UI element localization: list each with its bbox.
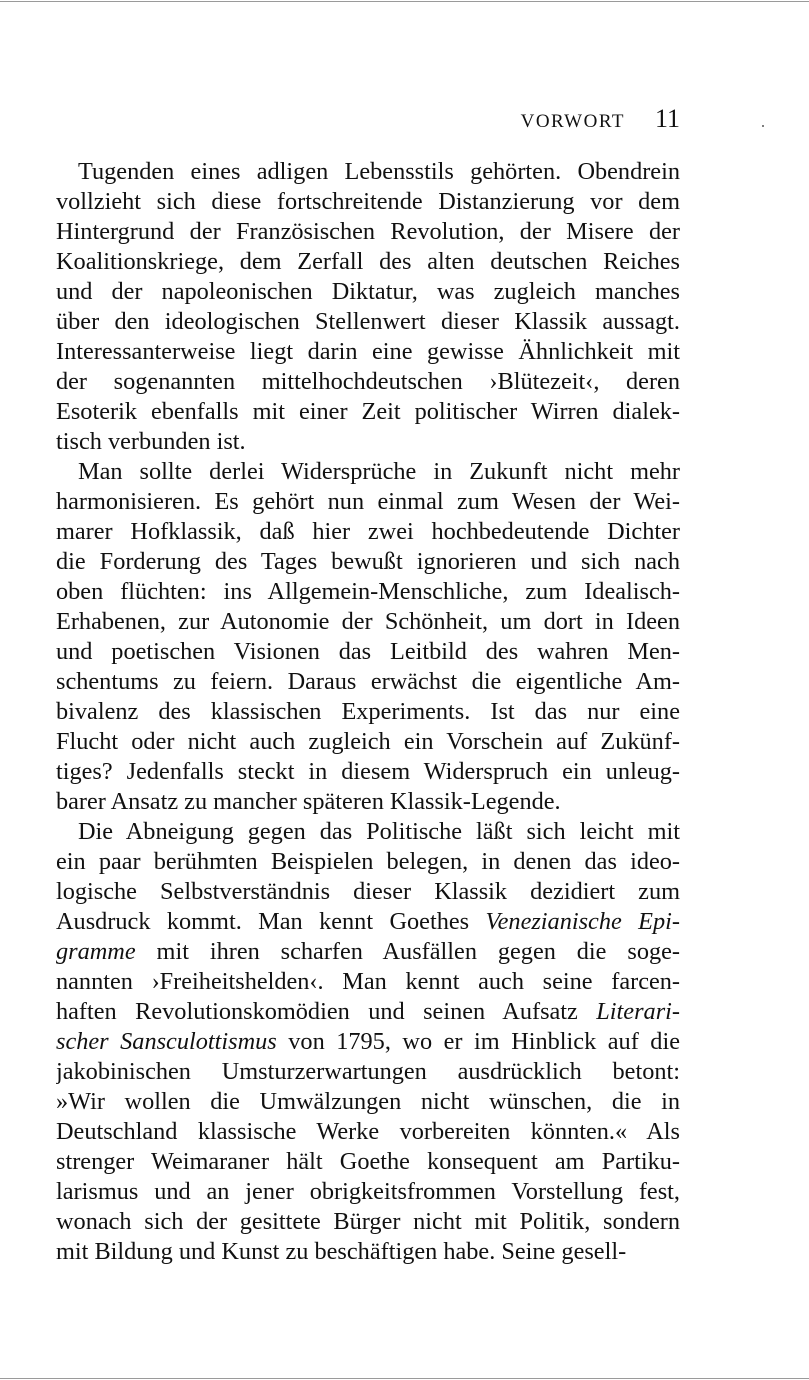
- text-line: Flucht oder nicht auch zugleich ein Vorschein auf Zukünf-: [56, 728, 680, 755]
- text-line: jakobinischen Umsturzerwartungen ausdrücklich betont:: [56, 1058, 680, 1085]
- text-line: marer Hofklassik, daß hier zwei hochbedeutende Dichter: [56, 518, 680, 545]
- text-line: Koalitionskriege, dem Zerfall des alten deutschen Reiches: [56, 248, 680, 275]
- text-line: Man sollte derlei Widersprüche in Zukunft nicht mehr: [78, 458, 680, 485]
- page-header: [56, 104, 680, 136]
- text-line: mit Bildung und Kunst zu beschäftigen habe. Seine gesell-: [56, 1238, 627, 1265]
- text-line: vollzieht sich diese fortschreitende Distanzierung vor dem: [56, 188, 680, 215]
- text-line: logische Selbstverständnis dieser Klassik dezidiert zum: [56, 878, 680, 905]
- text-line: gramme mit ihren scharfen Ausfällen gegen die soge-: [56, 938, 680, 965]
- italic-title: gramme: [56, 938, 136, 965]
- text-line: schentums zu feiern. Daraus erwächst die eigentliche Am-: [56, 668, 680, 695]
- text-line: Hintergrund der Französischen Revolution, der Misere der: [56, 218, 680, 245]
- text-line: und der napoleonischen Diktatur, was zugleich manches: [56, 278, 680, 305]
- text-line: larismus und an jener obrigkeitsfrommen Vorstellung fest,: [56, 1178, 680, 1205]
- text-line: tisch verbunden ist.: [56, 428, 246, 455]
- text-line: oben flüchten: ins Allgemein-Menschliche, zum Idealisch-: [56, 578, 680, 605]
- text-line: scher Sansculottismus von 1795, wo er im Hinblick auf die: [56, 1028, 680, 1055]
- text-line: und poetischen Visionen das Leitbild des wahren Men-: [56, 638, 680, 665]
- page-number: 11: [654, 104, 680, 133]
- scan-edge-top: [0, 1, 809, 2]
- body-text: [56, 157, 680, 1267]
- text-line: Deutschland klassische Werke vorbereiten könnten.« Als: [56, 1118, 680, 1145]
- text-line: Esoterik ebenfalls mit einer Zeit politischer Wirren dialek-: [56, 398, 680, 425]
- text-line: ein paar berühmten Beispielen belegen, in denen das ideo-: [56, 848, 680, 875]
- text-line: haften Revolutionskomödien und seinen Aufsatz Literari-: [56, 998, 680, 1025]
- text-line: die Forderung des Tages bewußt ignorieren und sich nach: [56, 548, 680, 575]
- scan-speck: [762, 125, 764, 127]
- text-line: harmonisieren. Es gehört nun einmal zum Wesen der Wei-: [56, 488, 680, 515]
- text-line: tiges? Jedenfalls steckt in diesem Widerspruch ein unleug-: [56, 758, 680, 785]
- text-line: Tugenden eines adligen Lebensstils gehörten. Obendrein: [78, 158, 680, 185]
- text-line: der sogenannten mittelhochdeutschen ›Blütezeit‹, deren: [56, 368, 680, 395]
- text-line: Interessanterweise liegt darin eine gewisse Ähnlichkeit mit: [56, 338, 680, 365]
- text-line: nannten ›Freiheitshelden‹. Man kennt auch seine farcen-: [56, 968, 680, 995]
- paragraph-2: [56, 457, 680, 817]
- text-line: wonach sich der gesittete Bürger nicht mit Politik, sondern: [56, 1208, 680, 1235]
- running-head: VORWORT: [520, 111, 625, 132]
- text-line: Ausdruck kommt. Man kennt Goethes Venezianische Epi-: [56, 908, 680, 935]
- paragraph-3: [56, 817, 680, 1267]
- scan-edge-bottom: [0, 1378, 809, 1379]
- text-line: Erhabenen, zur Autonomie der Schönheit, um dort in Ideen: [56, 608, 680, 635]
- text-line: Die Abneigung gegen das Politische läßt sich leicht mit: [78, 818, 680, 845]
- text-line: strenger Weimaraner hält Goethe konsequent am Partiku-: [56, 1148, 680, 1175]
- italic-title: Literari-: [596, 998, 680, 1025]
- paragraph-1: [56, 157, 680, 457]
- text-line: über den ideologischen Stellenwert dieser Klassik aussagt.: [56, 308, 680, 335]
- text-line: bivalenz des klassischen Experiments. Ist das nur eine: [56, 698, 680, 725]
- text-line: »Wir wollen die Umwälzungen nicht wünschen, die in: [56, 1088, 680, 1115]
- italic-title: scher Sansculottismus: [56, 1028, 277, 1055]
- italic-title: Venezianische Epi-: [485, 908, 680, 935]
- text-line: barer Ansatz zu mancher späteren Klassik-Legende.: [56, 788, 561, 815]
